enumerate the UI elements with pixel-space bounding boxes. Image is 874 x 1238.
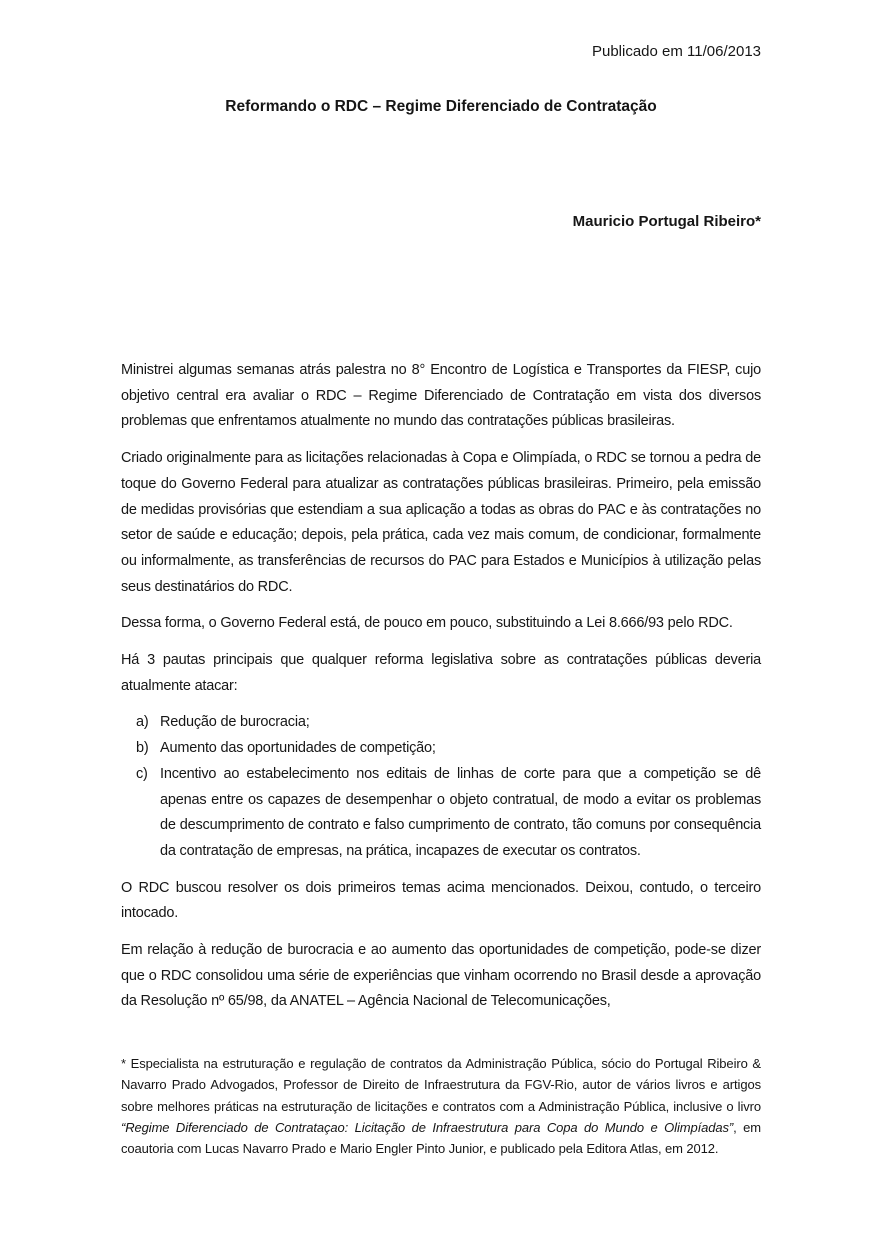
- document-title: Reformando o RDC – Regime Diferenciado de Contratação: [225, 98, 657, 115]
- list-item-a: [121, 710, 761, 736]
- publication-date: Publicado em 11/06/2013: [591, 43, 761, 60]
- list-item-c: [121, 762, 761, 865]
- paragraph-6: Em relação à redução de burocracia e ao aumento das oportunidades de competição, pode-se dizer que o RDC consolidou uma série de experiências que vinham ocorrendo no Brasil desde a aprovação da Resolução nº 65/98, da ANATEL – Agência Nacional de Telecomunicações,: [121, 942, 761, 1010]
- footnote-text-continued: , em coautoria com Lucas Navarro Prado e Mario Engler Pinto Junior, e publicado pela Editora Atlas, em 2012.: [121, 1119, 762, 1157]
- document-content: [121, 0, 761, 1026]
- paragraph-1: Ministrei algumas semanas atrás palestra no 8° Encontro de Logística e Transportes da FIESP, cujo objetivo central era avaliar o RDC – Regime Diferenciado de Contratação em vista dos diversos problemas que enfrentamos atualmente no mundo das contratações públicas brasileiras.: [121, 362, 761, 430]
- paragraph-4: Há 3 pautas principais que qualquer reforma legislativa sobre as contratações públicas deveria atualmente atacar:: [121, 652, 761, 694]
- list-item-text: Incentivo ao estabelecimento nos editais de linhas de corte para que a competição se dê apenas entre os capazes de desempenhar o objeto contratual, de modo a evitar os problemas de descumprimento de contrato e falso cumprimento de contrato, tão comuns por consequência da contratação de empresas, na prática, incapazes de executar os contratos.: [160, 765, 761, 859]
- list-item-text: Aumento das oportunidades de competição;: [160, 740, 436, 757]
- list-item-b: [121, 736, 761, 762]
- list-item-marker: a): [136, 714, 149, 731]
- list-item-text: Redução de burocracia;: [160, 714, 310, 731]
- author-byline: Mauricio Portugal Ribeiro*: [572, 213, 761, 230]
- footnote: [121, 1053, 761, 1159]
- paragraph-3: Dessa forma, o Governo Federal está, de pouco em pouco, substituindo a Lei 8.666/93 pelo RDC.: [121, 615, 733, 632]
- list-item-marker: b): [136, 740, 149, 757]
- lettered-list: [121, 710, 761, 864]
- paragraph-5: O RDC buscou resolver os dois primeiros temas acima mencionados. Deixou, contudo, o terceiro intocado.: [121, 879, 761, 922]
- footnote-book-title: “Regime Diferenciado de Contrataçao: Licitação de Infraestrutura para Copa do Mundo e Olimpíadas”: [121, 1119, 734, 1135]
- list-item-marker: c): [136, 765, 148, 782]
- footnote-text: * Especialista na estruturação e regulação de contratos da Administração Pública, sócio do Portugal Ribeiro & Navarro Prado Advogados, Professor de Direito de Infraestrutura da FGV-Rio, autor de vários livros e artigos sobre melhores práticas na estruturação de licitações e contratos com a Administração Pública, inclusive o livro: [121, 1056, 761, 1114]
- paragraph-2: Criado originalmente para as licitações relacionadas à Copa e Olimpíada, o RDC se tornou a pedra de toque do Governo Federal para atualizar as contratações públicas brasileiras. Primeiro, pela emissão de medidas provisórias que estendiam a sua aplicação a todas as obras do PAC e às contratações no setor de saúde e educação; depois, pela prática, cada vez mais comum, de condicionar, formalmente ou informalmente, as transferências de recursos do PAC para Estados e Municípios à utilização pelas seus destinatários do RDC.: [121, 450, 761, 595]
